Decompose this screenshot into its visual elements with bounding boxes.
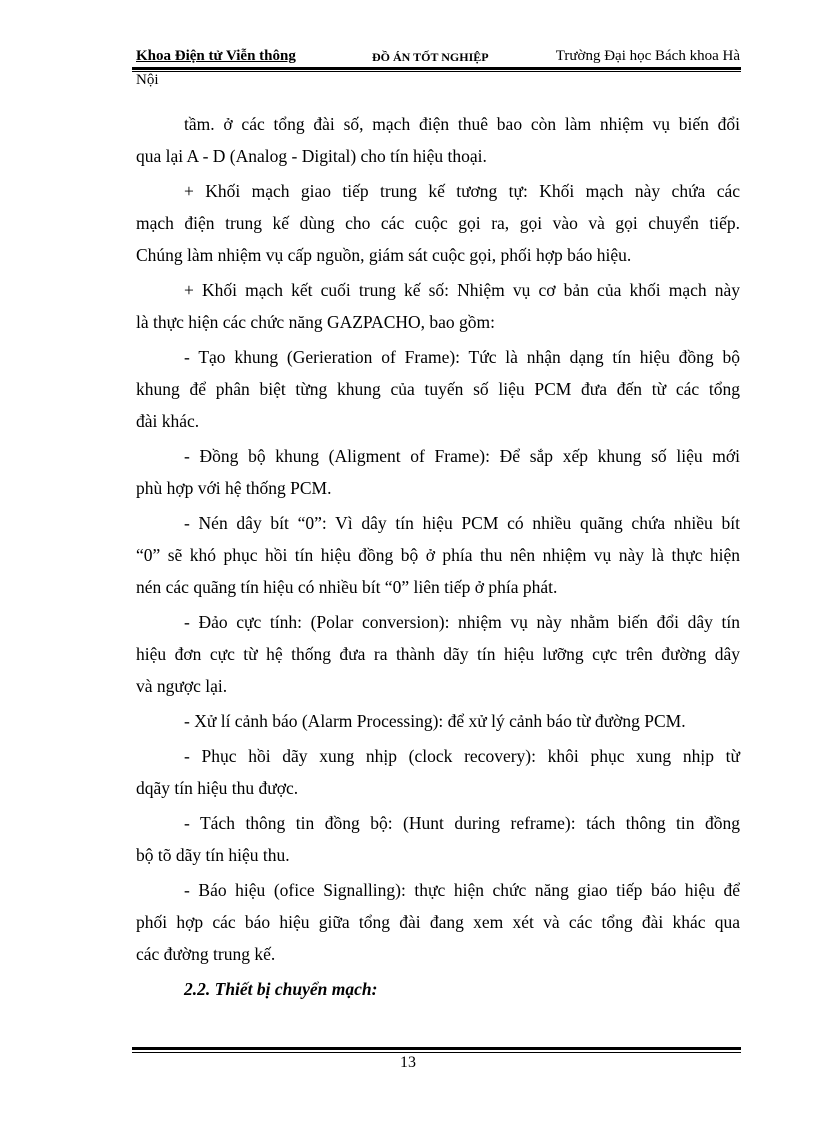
text-line: Chúng làm nhiệm vụ cấp nguồn, giám sát cuộc gọi, phối hợp báo hiệu.: [136, 245, 632, 265]
footer-rule-thin: [132, 1052, 741, 1053]
text-line: nén các quãng tín hiệu có nhiều bít “0” liên tiếp ở phía phát.: [136, 577, 558, 597]
text-line: mạch điện trung kế dùng cho các cuộc gọi ra, gọi vào và gọi chuyển tiếp.: [136, 213, 740, 233]
header-rule: [132, 67, 741, 70]
text-line: - Phục hồi dãy xung nhịp (clock recovery): khôi phục xung nhịp từ: [184, 746, 740, 766]
text-line: + Khối mạch kết cuối trung kế số: Nhiệm vụ cơ bản của khối mạch này: [184, 280, 740, 300]
page-header: [136, 48, 740, 66]
paragraph: [136, 740, 740, 804]
body-text: [136, 108, 740, 1005]
header-university: Trường Đại học Bách khoa Hà: [555, 48, 740, 64]
section-heading: 2.2. Thiết bị chuyển mạch:: [184, 979, 378, 999]
text-line: tầm. ở các tổng đài số, mạch điện thuê bao còn làm nhiệm vụ biến đổi: [184, 114, 740, 134]
text-line: qua lại A - D (Analog - Digital) cho tín hiệu thoại.: [136, 146, 487, 166]
page-number: 13: [400, 1054, 416, 1071]
text-line: - Đồng bộ khung (Aligment of Frame): Để sắp xếp khung số liệu mới: [184, 446, 740, 466]
paragraph: [136, 507, 740, 603]
paragraph: [136, 175, 740, 271]
header-university-wrap: Nội: [136, 72, 159, 88]
paragraph: [136, 606, 740, 702]
text-line: - Xử lí cảnh báo (Alarm Processing): để xử lý cảnh báo từ đường PCM.: [184, 711, 686, 731]
paragraph: [136, 108, 740, 172]
text-line: là thực hiện các chức năng GAZPACHO, bao gồm:: [136, 312, 496, 332]
paragraph: [136, 440, 740, 504]
text-line: bộ tõ dãy tín hiệu thu.: [136, 845, 290, 865]
paragraph: [136, 274, 740, 338]
paragraph: [136, 874, 740, 970]
text-line: dqãy tín hiệu thu được.: [136, 778, 299, 798]
text-line: - Tách thông tin đồng bộ: (Hunt during reframe): tách thông tin đồng: [184, 813, 740, 833]
header-faculty: Khoa Điện tử Viễn thông: [136, 48, 296, 64]
paragraph: [136, 705, 740, 737]
text-line: các đường trung kế.: [136, 944, 276, 964]
header-rule-thin: [132, 71, 741, 72]
header-title: ĐỒ ÁN TỐT NGHIỆP: [372, 50, 489, 64]
text-line: phù hợp với hệ thống PCM.: [136, 478, 332, 498]
text-line: hiệu đơn cực từ hệ thống đưa ra thành dãy tín hiệu lưỡng cực trên đường dây: [136, 644, 740, 664]
text-line: + Khối mạch giao tiếp trung kế tương tự: Khối mạch này chứa các: [184, 181, 740, 201]
text-line: - Nén dây bít “0”: Vì dây tín hiệu PCM có nhiều quãng chứa nhiều bít: [184, 513, 740, 533]
text-line: đài khác.: [136, 411, 200, 431]
footer-rule: [132, 1047, 741, 1050]
text-line: “0” sẽ khó phục hồi tín hiệu đồng bộ ở phía thu nên nhiệm vụ này là thực hiện: [136, 545, 740, 565]
text-line: phối hợp các báo hiệu giữa tổng đài đang xem xét và các tổng đài khác qua: [136, 912, 740, 932]
paragraph: [136, 807, 740, 871]
text-line: khung để phân biệt từng khung của tuyến số liệu PCM đưa đến từ các tổng: [136, 379, 740, 399]
text-line: - Báo hiệu (ofice Signalling): thực hiện chức năng giao tiếp báo hiệu để: [184, 880, 740, 900]
text-line: và ngược lại.: [136, 676, 228, 696]
text-line: - Đảo cực tính: (Polar conversion): nhiệm vụ này nhằm biến đổi dây tín: [184, 612, 740, 632]
paragraph: [136, 341, 740, 437]
text-line: - Tạo khung (Gerieration of Frame): Tức là nhận dạng tín hiệu đồng bộ: [184, 347, 740, 367]
